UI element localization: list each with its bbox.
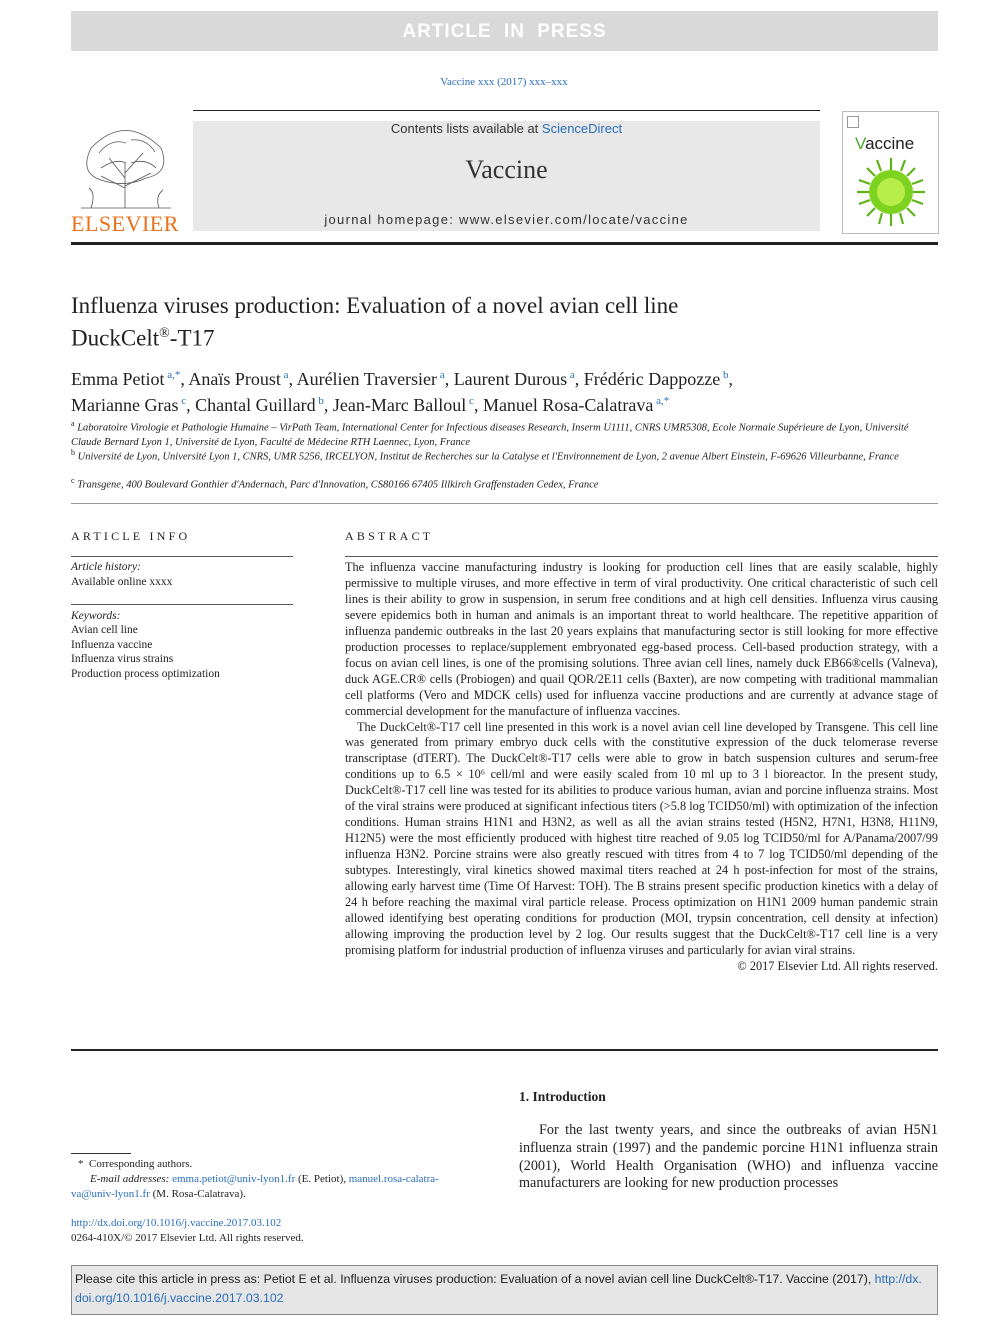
email-note-cont: va@univ-lyon1.fr (M. Rosa-Calatrava).	[71, 1188, 246, 1200]
author-name: Laurent Durous	[453, 369, 568, 389]
history-value: Available online xxxx	[71, 576, 173, 588]
author-affiliation-marker[interactable]: b	[720, 369, 729, 381]
footnote-rule	[71, 1153, 131, 1154]
article-info-rule	[71, 556, 293, 557]
article-title	[71, 292, 938, 353]
author-affiliation-marker[interactable]: b	[315, 395, 324, 407]
email-link-rosa-calatrava-part2[interactable]: va@univ-lyon1.fr	[71, 1188, 150, 1200]
author-affiliation-marker[interactable]: c	[178, 395, 187, 407]
cite-doi-link-part2[interactable]: doi.org/10.1016/j.vaccine.2017.03.102	[75, 1291, 284, 1305]
affiliation-a: $^a$ Laboratoire Virologie et Pathologie Humaine – VirPath Team, International Center for Infectious diseases Research, Inserm U1111, CNRS UMR5308, Ecole Normale Supérieure de Lyon, Université Claude Bernard Lyon 1, Université de Lyon, Faculté de Médecine RTH Laennec, Lyon, France	[71, 419, 909, 448]
author-name: Jean-Marc Balloul	[332, 395, 467, 415]
introduction-heading: 1. Introduction	[519, 1089, 606, 1104]
author-separator: ,	[444, 369, 454, 389]
issn-line: 0264-410X/© 2017 Elsevier Ltd. All rights reserved.	[71, 1232, 304, 1244]
keyword-item: Influenza virus strains	[71, 653, 174, 665]
author-separator: ,	[728, 369, 733, 389]
sciencedirect-link[interactable]: ScienceDirect	[541, 121, 623, 136]
cite-text: Please cite this article in press as: Petiot E et al. Influenza viruses production: Evaluation of a novel avian cell line DuckCelt®-T17. Vaccine (2017),	[75, 1272, 875, 1286]
author-separator: ,	[180, 369, 189, 389]
elsevier-wordmark[interactable]: ELSEVIER	[71, 211, 179, 236]
email-note: E-mail addresses: emma.petiot@univ-lyon1.fr (E. Petiot), manuel.rosa-calatra-	[90, 1173, 439, 1185]
keywords-list	[71, 623, 220, 681]
article-info-heading: ARTICLE INFO	[71, 529, 191, 543]
cover-small-logo	[847, 116, 859, 128]
corresponding-note: * Corresponding authors.	[78, 1158, 193, 1170]
affiliation-b: $^b$ Université de Lyon, Université Lyon 1, CNRS, UMR 5256, IRCELYON, Institut de Recherches sur la Catalyse et l'Environnement de Lyon, 2 avenue Albert Einstein, F-69626 Villeurbanne, France	[71, 448, 899, 463]
author-name: Marianne Gras	[71, 395, 179, 415]
cite-doi-link-part1[interactable]: http://dx.	[874, 1272, 922, 1286]
keyword-item: Production process optimization	[71, 667, 220, 680]
author-affiliation-marker[interactable]: a,*	[164, 369, 181, 381]
author-separator: ,	[473, 395, 483, 415]
author-name: Manuel Rosa-Calatrava	[482, 395, 654, 415]
author-affiliation-marker[interactable]: c	[466, 395, 474, 407]
author-line-2	[71, 390, 951, 416]
author-name: Chantal Guillard	[195, 395, 316, 415]
doi-footer[interactable]	[71, 1216, 281, 1231]
introduction-text: For the last twenty years, and since the outbreaks of avian H5N1 influenza strain (1997) and the pandemic porcine H1N1 influenza strain (2001), World Health Organisation (WHO) and influenza vaccine manufacturers are looking for new production processes	[519, 1122, 938, 1192]
cite-this-article-box	[71, 1265, 938, 1315]
author-affiliation-marker[interactable]: a	[567, 369, 575, 381]
article-in-press-banner: ARTICLE IN PRESS	[71, 11, 938, 51]
author-separator: ,	[288, 369, 297, 389]
author-separator: ,	[186, 395, 196, 415]
virus-illustration	[853, 154, 929, 230]
doi-link[interactable]: http://dx.doi.org/10.1016/j.vaccine.2017.03.102	[71, 1217, 282, 1229]
affiliation-divider	[71, 503, 938, 504]
contents-prefix: Contents lists available at	[390, 121, 542, 136]
keyword-item: Avian cell line	[71, 624, 138, 636]
journal-cover-image[interactable]	[842, 111, 939, 234]
journal-name: Vaccine	[465, 155, 548, 184]
author-line-1	[71, 364, 951, 390]
abstract-heading: ABSTRACT	[345, 529, 434, 543]
author-affiliation-marker[interactable]: a	[437, 369, 445, 381]
history-label: Article history:	[71, 561, 141, 573]
author-name: Anaïs Proust	[188, 369, 281, 389]
email-link-rosa-calatrava-part1[interactable]: manuel.rosa-calatra-	[348, 1173, 439, 1185]
author-name: Emma Petiot	[71, 369, 165, 389]
email-link-petiot[interactable]: emma.petiot@univ-lyon1.fr	[172, 1173, 296, 1185]
asterisk-marker: *	[78, 1158, 84, 1170]
keyword-item: Influenza vaccine	[71, 638, 153, 651]
author-list	[71, 364, 951, 416]
header-rule-thick	[71, 242, 938, 245]
title-line-2: DuckCelt®-T17	[71, 325, 215, 351]
abstract-paragraph-1: The influenza vaccine manufacturing industry is looking for production cell lines that are easily scalable, highly permissive to multiple viruses, and more effective in term of viral productivity. One critical characteristic of such cell lines is their ability to grow in suspension, in serum free conditions and at high cell densities. Influenza virus causing severe epidemics both in human and animals is an important threat to world healthcare. The repetitive apparition of influenza pandemic outbreaks in the last 20 years explains that manufacturing sector is still looking for more effective production processes to replace/supplement embryonated egg-based process. Cell-based production strategy, with a focus on avian cell lines, is one of the promising solutions. Three avian cell lines, namely duck EB66®cells (Valneva), duck AGE.CR® cells (Probiogen) and quail QOR/2E11 cells (Baxter), are now competing with traditional mammalian cell platforms (Vero and MDCK cells) used for influenza vaccine productions and are currently at advance stage of commercial development for the manufacture of influenza vaccines.	[345, 560, 938, 718]
journal-reference-link[interactable]: Vaccine xxx (2017) xxx–xxx	[440, 76, 568, 88]
author-affiliation-marker[interactable]: a	[280, 369, 289, 381]
journal-reference[interactable]	[0, 76, 992, 88]
cover-title: Vaccine	[855, 134, 915, 153]
author-name: Aurélien Traversier	[296, 369, 438, 389]
author-separator: ,	[574, 369, 584, 389]
affiliation-c: $^c$ Transgene, 400 Boulevard Gonthier d'Andernach, Parc d'Innovation, CS80166 67405 Illkirch Graffenstaden Cedex, France	[71, 476, 599, 491]
keywords-label: Keywords:	[71, 610, 121, 622]
abstract-copyright: © 2017 Elsevier Ltd. All rights reserved.	[737, 958, 938, 973]
author-name: Frédéric Dappozze	[583, 369, 721, 389]
header-rule-top	[193, 110, 820, 111]
abstract-rule	[345, 556, 938, 557]
abstract-body	[345, 560, 938, 975]
author-separator: ,	[323, 395, 333, 415]
abstract-paragraph-2: The DuckCelt®-T17 cell line presented in this work is a novel avian cell line developed by Transgene. This cell line was generated from primary embryo duck cells with the constitutive expression of the duck telomerase reverse transcriptase (dTERT). The DuckCelt®-T17 cells were able to grow in batch suspension cultures and serum-free conditions up to 6.5 × 10⁶ cell/ml and were easily scaled from 10 ml up to 3 l bioreactor. In the present study, DuckCelt®-T17 cell line was tested for its abilities to produce various human, avian and porcine influenza strains. Most of the viral strains were produced at significant infectious titers (>5.8 log TCID50/ml) with optimization of the infection conditions. Human strains H1N1 and H3N2, as well as all the avian strains tested (H5N2, H7N1, H3N8, H11N9, H12N5) were the most efficiently produced with highest titre reached of 9.05 log TCID50/ml for A/Panama/2007/99 influenza H3N2. Porcine strains were also greatly rescued with titres from 4 to 7 log TCID50/ml depending of the subtypes. Interestingly, viral kinetics showed maximal titers reached at 24 h post-infection for most of the strains, allowing early harvest time (Time Of Harvest: TOH). The B strains present specific production kinetics with a delay of 24 h before reaching the maximal viral particle release. Process optimization on H1N1 2009 human pandemic strain allowed identifying best operating conditions for production (MOI, trypsin concentration, cell density at infection) allowing improving the production level by 2 log. Our results suggest that the DuckCelt®-T17 cell line is a very promising platform for industrial production of influenza viruses and particularly for avian viral strains.	[345, 719, 938, 957]
author-affiliation-marker[interactable]: a,*	[653, 395, 670, 407]
journal-homepage[interactable]: journal homepage: www.elsevier.com/locate/vaccine	[324, 212, 689, 227]
keywords-rule	[71, 604, 293, 605]
contents-line	[193, 121, 820, 136]
title-line-1: Influenza viruses production: Evaluation of a novel avian cell line	[71, 293, 679, 318]
abstract-bottom-rule	[71, 1049, 938, 1051]
